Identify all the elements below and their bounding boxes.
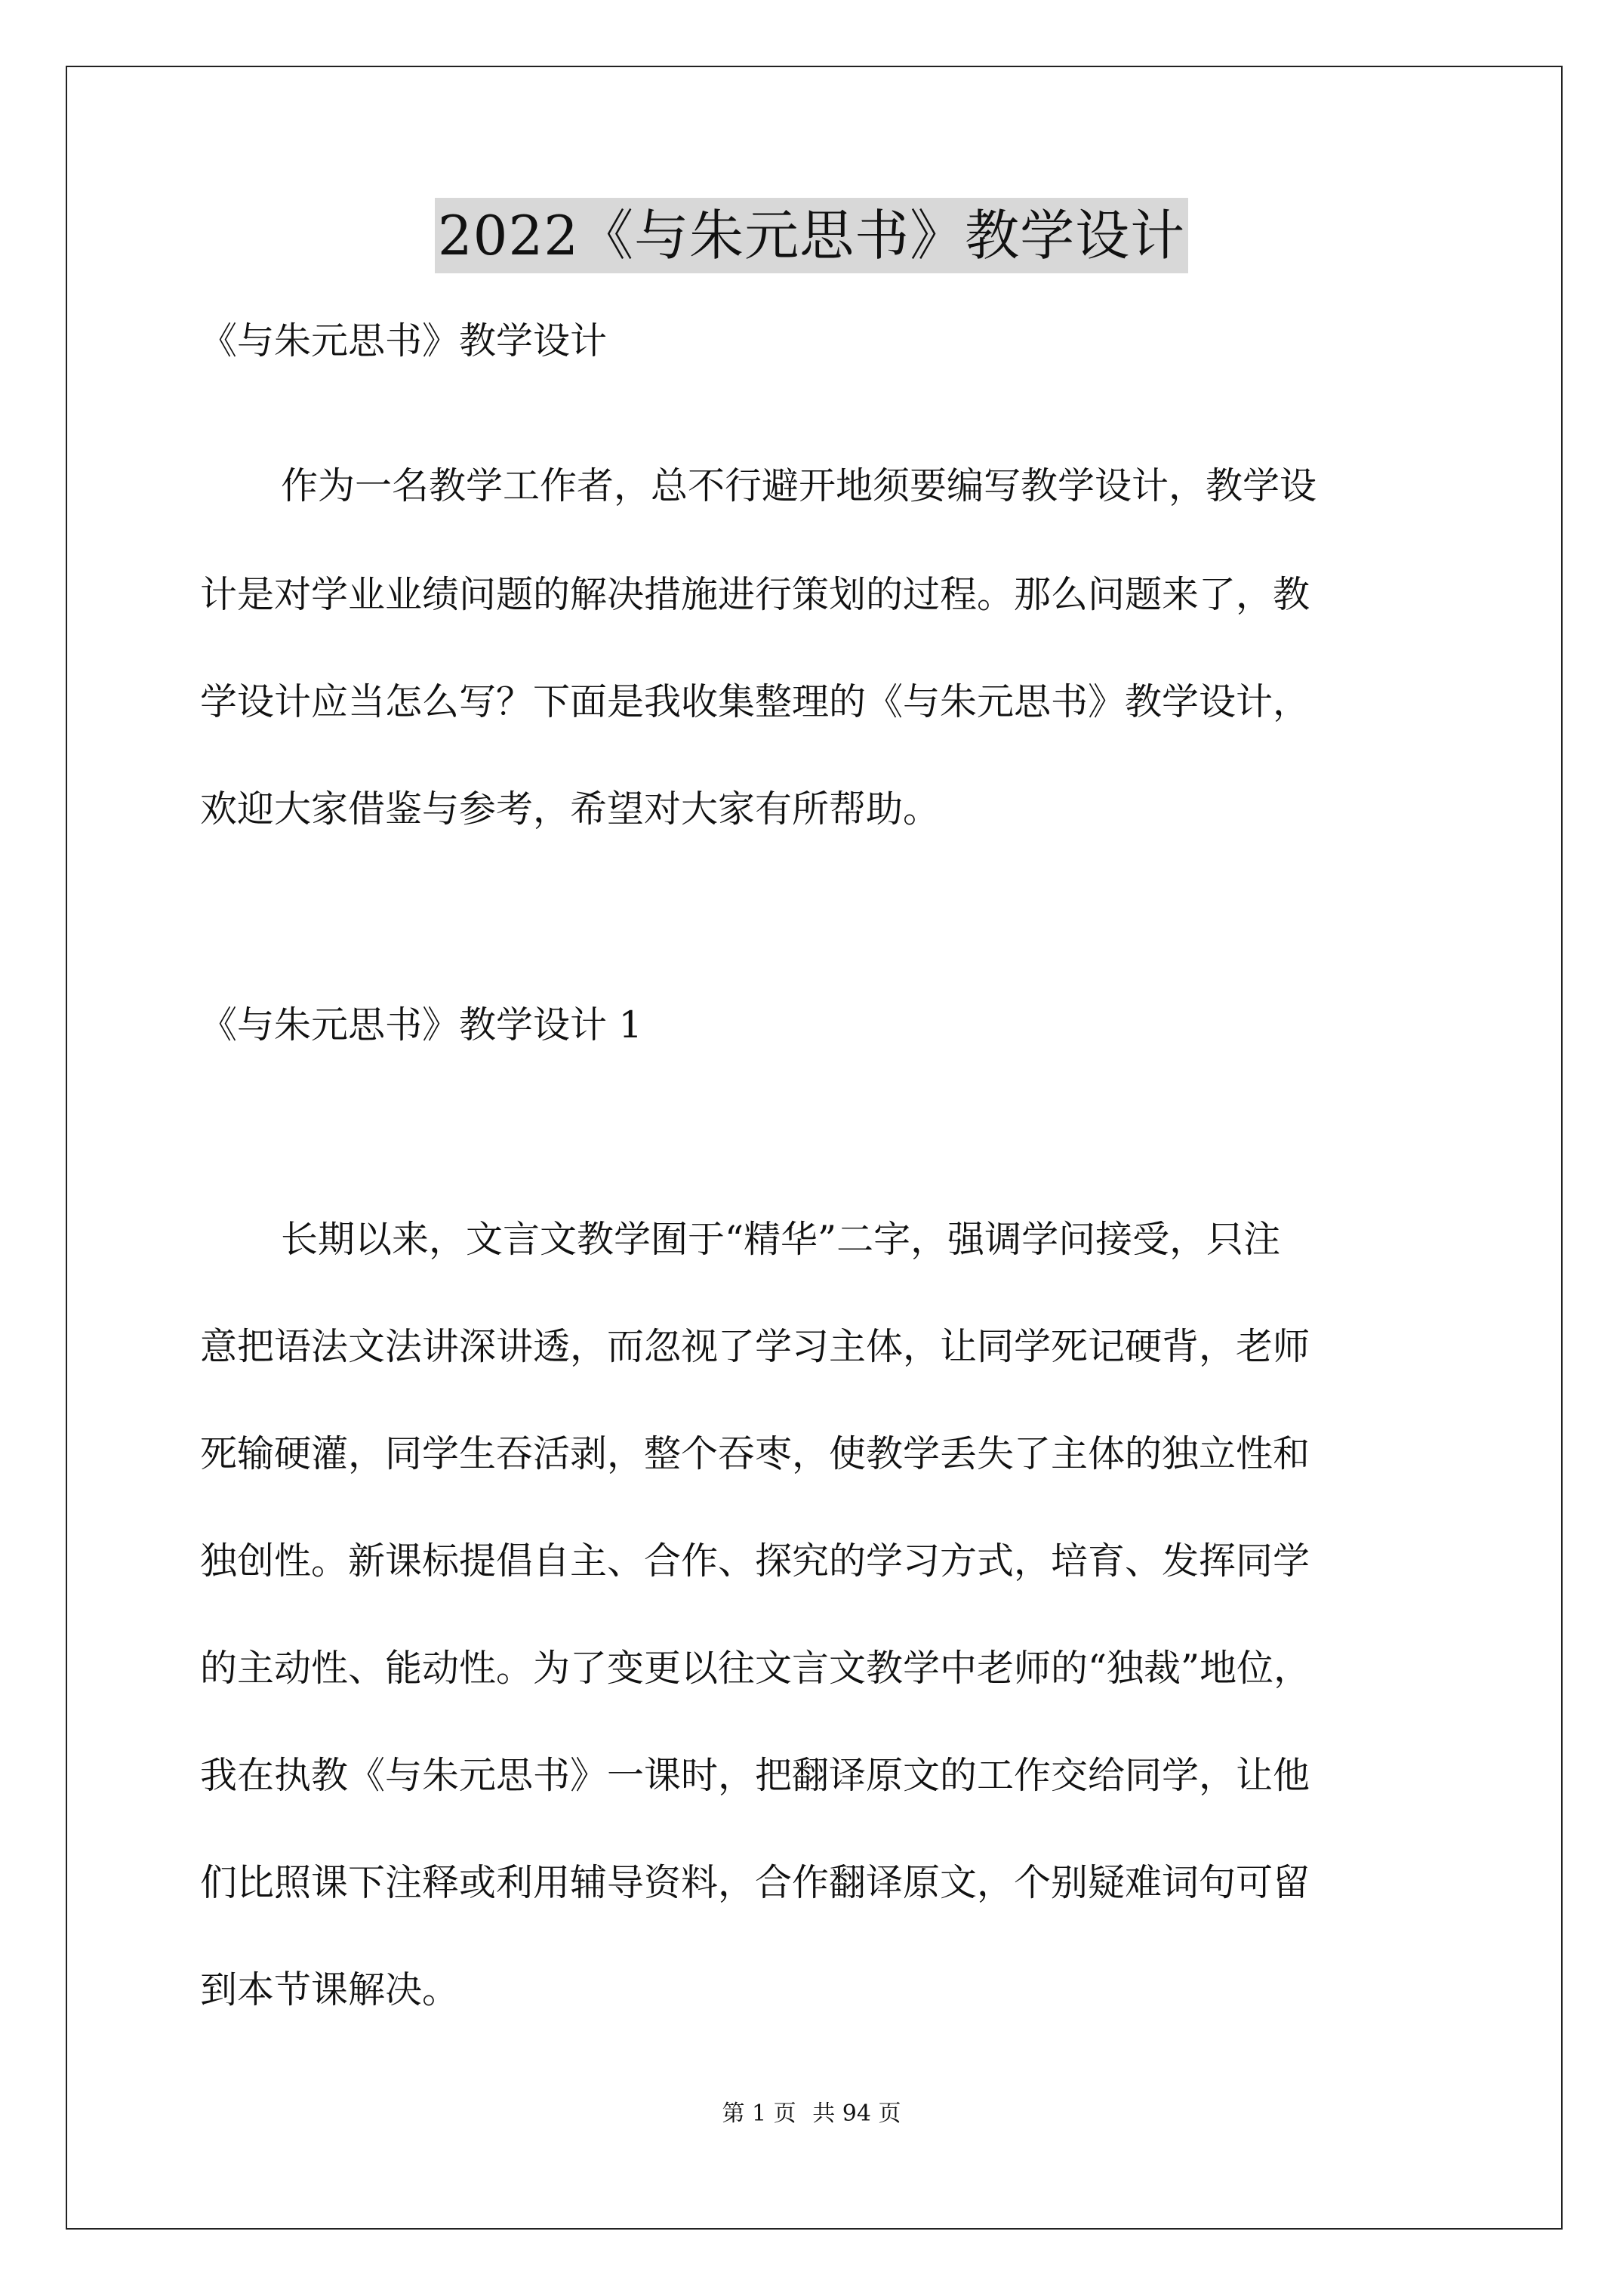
body-line-7: 们比照课下注释或利用辅导资料，合作翻译原文，个别疑难词句可留 [200, 1861, 1310, 1904]
intro-line-3: 学设计应当怎么写？下面是我收集整理的《与朱元思书》教学设计， [200, 680, 1310, 723]
document-subtitle: 《与朱元思书》教学设计 [200, 319, 608, 362]
body-line-1: 长期以来，文言文教学囿于“精华”二字，强调学问接受，只注 [281, 1218, 1281, 1261]
page-total: 共 94 页 [812, 2100, 901, 2127]
document-title [0, 198, 1623, 273]
intro-line-4: 欢迎大家借鉴与参考，希望对大家有所帮助。 [200, 787, 941, 831]
page-footer [0, 2099, 1623, 2129]
document-title-text: 2022《与朱元思书》教学设计 [435, 198, 1188, 273]
intro-line-1: 作为一名教学工作者，总不行避开地须要编写教学设计，教学设 [281, 464, 1317, 507]
body-line-2: 意把语法文法讲深讲透，而忽视了学习主体，让同学死记硬背，老师 [200, 1325, 1310, 1368]
intro-line-2: 计是对学业业绩问题的解决措施进行策划的过程。那么问题来了，教 [200, 573, 1310, 616]
section-heading: 《与朱元思书》教学设计 1 [200, 1003, 642, 1046]
body-line-6: 我在执教《与朱元思书》一课时，把翻译原文的工作交给同学，让他 [200, 1754, 1310, 1797]
page-number: 第 1 页 [722, 2100, 796, 2127]
body-line-4: 独创性。新课标提倡自主、合作、探究的学习方式，培育、发挥同学 [200, 1539, 1310, 1583]
body-line-8: 到本节课解决。 [200, 1968, 460, 2011]
body-line-3: 死输硬灌，同学生吞活剥，整个吞枣，使教学丢失了主体的独立性和 [200, 1432, 1310, 1475]
body-line-5: 的主动性、能动性。为了变更以往文言文教学中老师的“独裁”地位， [200, 1647, 1311, 1690]
